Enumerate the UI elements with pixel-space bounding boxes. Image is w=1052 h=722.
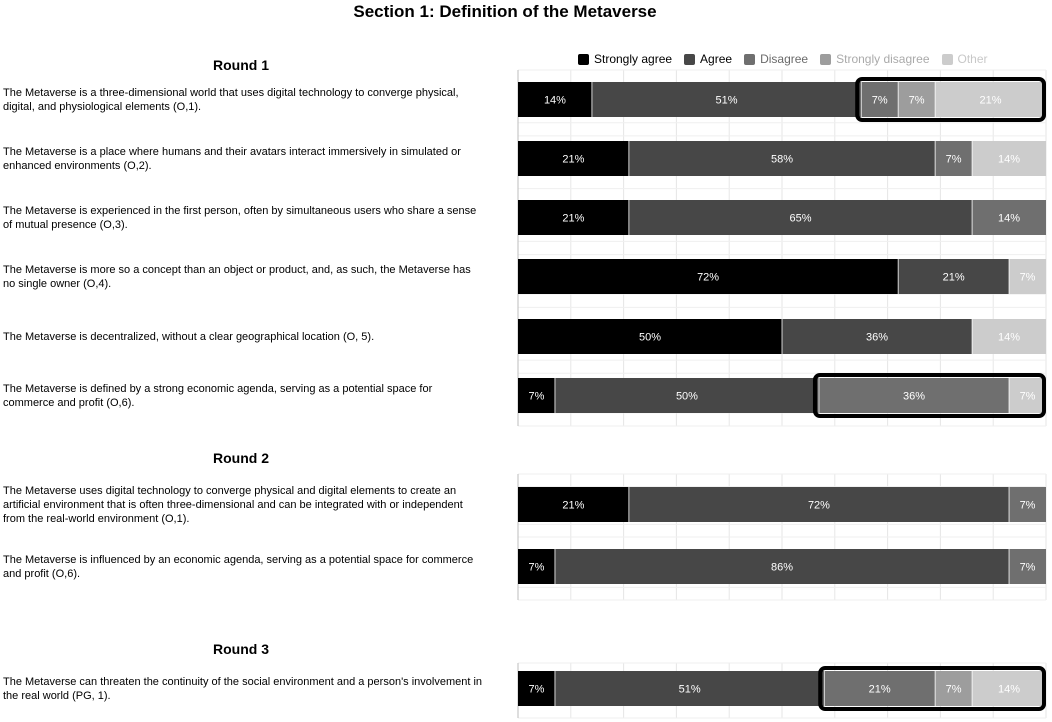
statement-text: The Metaverse is experienced in the first person, often by simultaneous users who share a sense of mutual presence (O,3). bbox=[3, 204, 477, 231]
data-label: 50% bbox=[675, 390, 698, 403]
statement-text: The Metaverse is a three-dimensional world that uses digital technology to converge physical, digital, and physiological elements (O,1). bbox=[3, 86, 459, 113]
round-title: Round 3 bbox=[213, 641, 269, 657]
data-label: 14% bbox=[998, 153, 1021, 166]
data-label: 7% bbox=[871, 94, 888, 107]
data-label: 14% bbox=[998, 331, 1021, 344]
data-label: 36% bbox=[866, 331, 889, 344]
legend-label: Strongly agree bbox=[594, 52, 673, 66]
data-label: 14% bbox=[998, 683, 1021, 696]
data-label: 65% bbox=[789, 212, 812, 225]
statement-text: The Metaverse is a place where humans and their avatars interact immersively in simulated or enhanced environments (O,2). bbox=[3, 145, 461, 172]
data-label: 51% bbox=[678, 683, 701, 696]
data-label: 21% bbox=[979, 94, 1002, 107]
chart-title: Section 1: Definition of the Metaverse bbox=[353, 2, 657, 21]
data-label: 7% bbox=[945, 683, 962, 696]
panel-grid bbox=[518, 70, 1046, 426]
legend-label: Other bbox=[957, 52, 988, 66]
data-label: 7% bbox=[528, 390, 545, 403]
data-label: 7% bbox=[528, 561, 545, 574]
statement-text: The Metaverse is more so a concept than an object or product, and, as such, the Metaverse has no single owner (O,4). bbox=[3, 263, 471, 290]
data-label: 14% bbox=[543, 94, 566, 107]
data-label: 7% bbox=[945, 153, 962, 166]
data-label: 86% bbox=[770, 561, 794, 574]
data-label: 21% bbox=[562, 499, 585, 512]
data-label: 21% bbox=[562, 153, 585, 166]
data-label: 7% bbox=[908, 94, 925, 107]
statement-text: The Metaverse is influenced by an economic agenda, serving as a potential space for commerce and profit (O,6). bbox=[3, 553, 474, 580]
data-label: 72% bbox=[807, 499, 830, 512]
data-label: 58% bbox=[770, 153, 794, 166]
legend-label: Strongly disagree bbox=[836, 52, 930, 66]
data-label: 21% bbox=[942, 271, 965, 284]
data-label: 51% bbox=[715, 94, 738, 107]
data-label: 7% bbox=[528, 683, 545, 696]
data-label: 7% bbox=[1019, 390, 1036, 403]
statement-text: The Metaverse is defined by a strong economic agenda, serving as a potential space for commerce and profit (O,6). bbox=[3, 382, 433, 409]
statement-text: The Metaverse uses digital technology to converge physical and digital elements to create an artificial environment that is often three-dimensional and can be integrated with or independent from the real-world environment (O,1). bbox=[3, 484, 463, 525]
data-label: 21% bbox=[868, 683, 891, 696]
data-label: 7% bbox=[1019, 499, 1036, 512]
data-label: 21% bbox=[562, 212, 585, 225]
data-label: 50% bbox=[638, 331, 662, 344]
statement-text: The Metaverse can threaten the continuity of the social environment and a person's involvement in the real world (PG, 1). bbox=[3, 675, 483, 702]
data-label: 14% bbox=[998, 212, 1021, 225]
data-label: 7% bbox=[1019, 561, 1036, 574]
data-label: 7% bbox=[1019, 271, 1036, 284]
round-title: Round 1 bbox=[213, 57, 269, 73]
legend-label: Disagree bbox=[760, 52, 809, 66]
round-title: Round 2 bbox=[213, 450, 269, 466]
legend-label: Agree bbox=[700, 52, 733, 66]
statement-text: The Metaverse is decentralized, without a clear geographical location (O, 5). bbox=[3, 330, 375, 343]
data-label: 72% bbox=[697, 271, 720, 284]
data-label: 36% bbox=[902, 390, 926, 403]
